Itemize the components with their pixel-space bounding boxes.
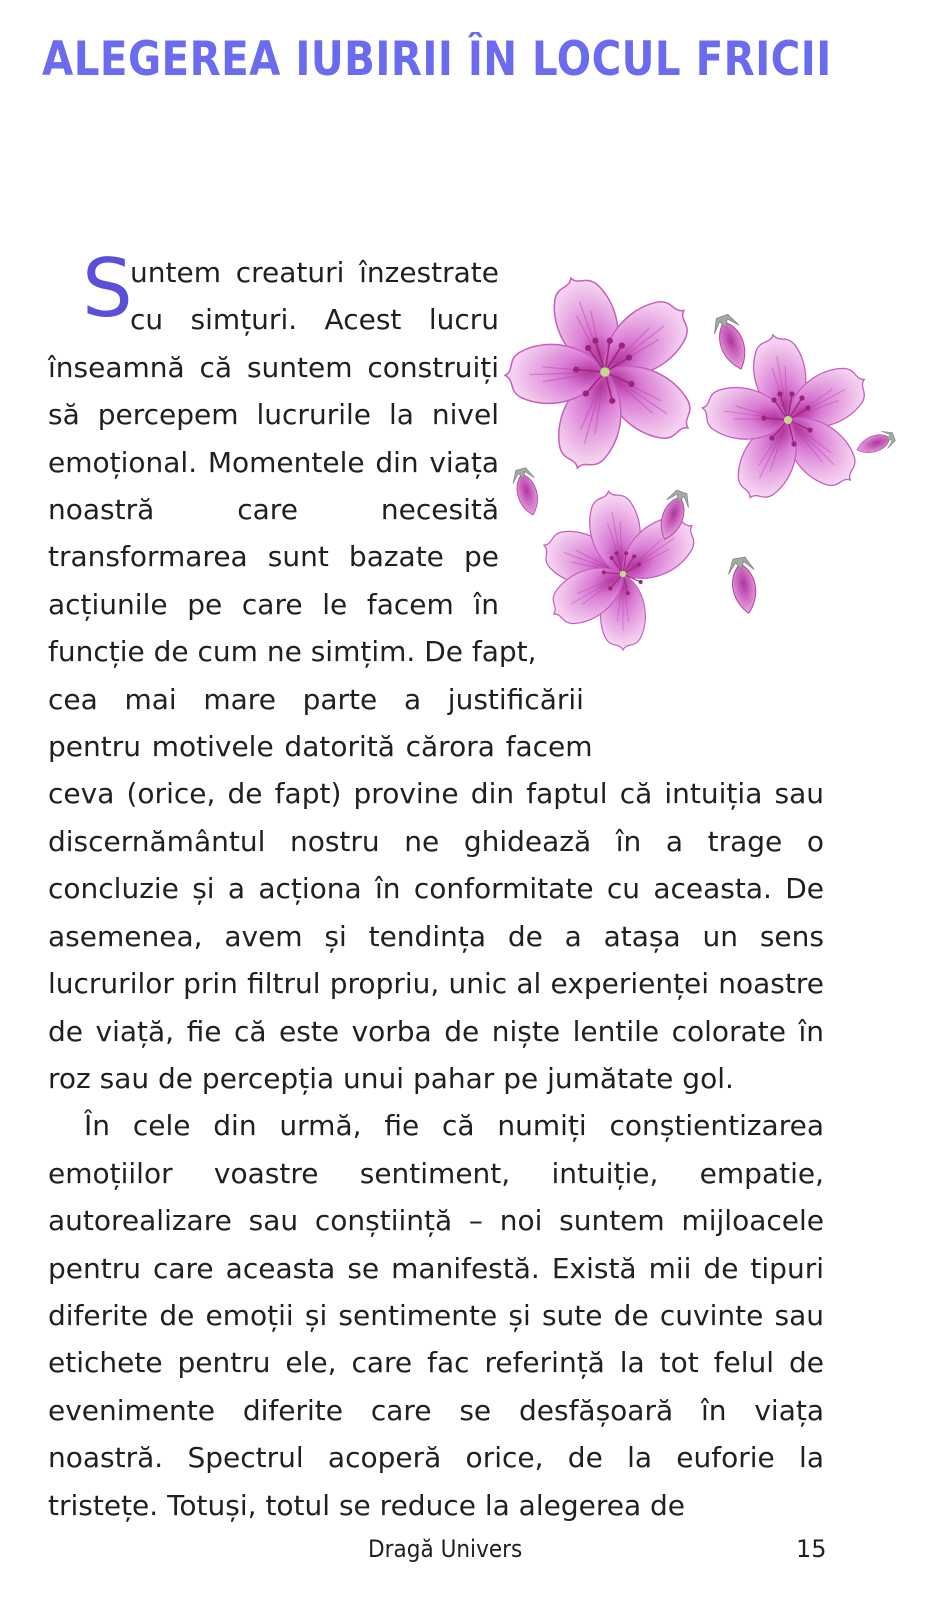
paragraph-1: untem creaturi înzestrate cu simțuri. Acest lucru înseamnă că suntem construiți să percepem lucrurile la nivel emoțional. Momentele din viața noastră care necesită transformarea sunt bazate pe acțiunile pe care le facem în funcție de cum ne simțim. De fapt, cea mai mare parte a justificării pentru motivele datorită cărora facem ceva (orice, de fapt) provine din faptul că intuiția sau discernământul nostru ne ghidează în a trage o concluzie și a acționa în conformitate cu aceasta. De asemenea, avem și tendința de a atașa un sens lucrurilor prin filtrul propriu, unic al experienței noastre de viață, fie că este vorba de niște lentile colorate în roz sau de percepția unui pahar pe jumătate gol. — [48, 256, 824, 1095]
article-body — [48, 242, 824, 1529]
illustration-wrap-area — [499, 249, 824, 727]
page-title: ALEGEREA IUBIRII ÎN LOCUL FRICII — [42, 32, 832, 87]
blossom-bud — [854, 428, 897, 459]
paragraph-2: În cele din urmă, fie că numiți conștientizarea emoțiilor voastre sentiment, intuiție, empatie, autorealizare sau conștiință – noi suntem mijloacele pentru care aceasta se manifestă. Există mii de tipuri diferite de emoții și sentimente și sute de cuvinte sau etichete pentru ele, care fac referință la tot felul de evenimente diferite care se desfășoară în viața noastră. Spectrul acoperă orice, de la euforie la tristețe. Totuși, totul se reduce la alegerea de — [48, 1109, 824, 1522]
drop-cap: S — [82, 242, 133, 335]
drop-cap-box — [48, 242, 133, 335]
page-number: 15 — [796, 1535, 827, 1563]
footer-book-title: Dragă Univers — [368, 1535, 523, 1563]
